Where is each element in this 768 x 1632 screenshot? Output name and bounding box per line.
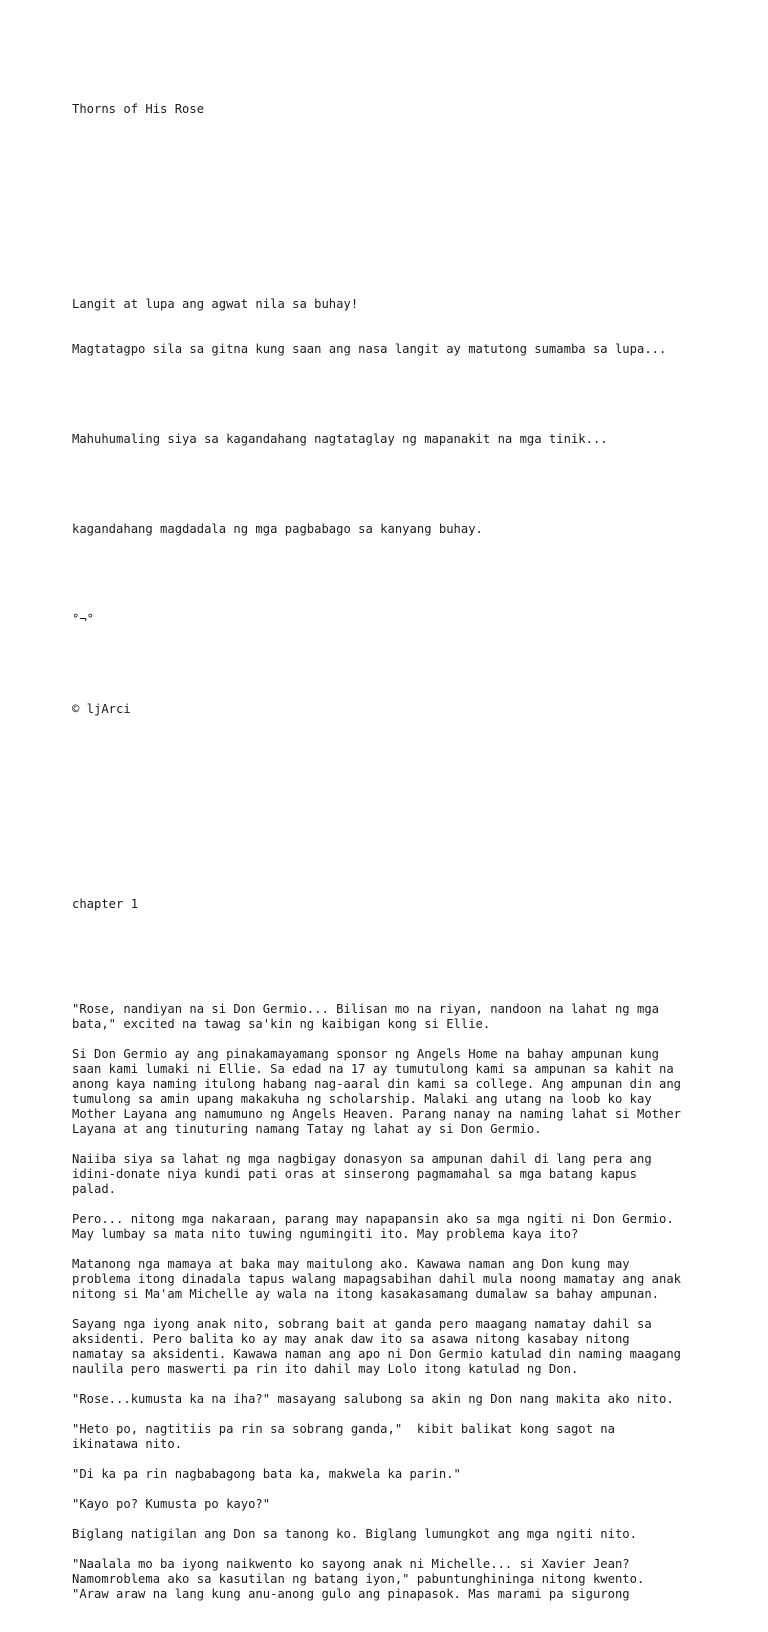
- blurb-line: Langit at lupa ang agwat nila sa buhay!: [72, 297, 359, 311]
- paragraph-line: Sayang nga iyong anak nito, sobrang bait at ganda pero maagang namatay dahil sa: [72, 1317, 652, 1331]
- paragraph-line: "Di ka pa rin nagbabagong bata ka, makwela ka parin.": [72, 1467, 461, 1481]
- spacer: [72, 1542, 712, 1557]
- paragraph: [72, 1257, 712, 1302]
- blurb-line: Magtatagpo sila sa gitna kung saan ang nasa langit ay matutong sumamba sa lupa...: [72, 342, 667, 356]
- spacer: [72, 1242, 712, 1257]
- spacer: [72, 1482, 712, 1497]
- paragraph-line: palad.: [72, 1182, 117, 1196]
- spacer: [72, 747, 712, 762]
- paragraph: [72, 1467, 712, 1482]
- paragraph: [72, 1557, 712, 1602]
- paragraph-line: "Araw araw na lang kung anu-anong gulo ang pinapasok. Mas marami pa sigurong: [72, 1587, 630, 1601]
- paragraph: [72, 1392, 712, 1407]
- spacer: [72, 147, 712, 162]
- spacer: [72, 1137, 712, 1152]
- paragraph-line: "Kayo po? Kumusta po kayo?": [72, 1497, 271, 1511]
- blurb-line: kagandahang magdadala ng mga pagbabago sa kanyang buhay.: [72, 522, 483, 536]
- paragraph-line: aksidenti. Pero balita ko ay may anak daw ito sa asawa nitong kasabay nitong: [72, 1332, 630, 1346]
- document-body: [72, 72, 712, 1632]
- spacer: [72, 1452, 712, 1467]
- spacer: [72, 387, 712, 402]
- paragraph: [72, 1422, 712, 1452]
- paragraph-line: Naiiba siya sa lahat ng mga nagbigay donasyon sa ampunan dahil di lang pera ang: [72, 1152, 652, 1166]
- paragraph-line: "Rose, nandiyan na si Don Germio... Bilisan mo na riyan, nandoon na lahat ng mga: [72, 1002, 659, 1016]
- paragraph-line: idini-donate niya kundi pati oras at sinserong pagmamahal sa mga batang kapus: [72, 1167, 637, 1181]
- paragraph-line: Biglang natigilan ang Don sa tanong ko. Biglang lumungkot ang mga ngiti nito.: [72, 1527, 637, 1541]
- paragraph: [72, 1497, 712, 1512]
- paragraph-line: ikinatawa nito.: [72, 1437, 183, 1451]
- paragraph-line: Namomroblema ako sa kasutilan ng batang iyon," pabuntunghininga nitong kwento.: [72, 1572, 645, 1586]
- spacer: [72, 1377, 712, 1392]
- paragraph: [72, 1527, 712, 1542]
- paragraph-line: tumulong sa amin upang makakuha ng scholarship. Malaki ang utang na loob ko kay: [72, 1092, 652, 1106]
- paragraph-line: Layana at ang tinuturing namang Tatay ng lahat ay si Don Germio.: [72, 1122, 542, 1136]
- document-title: Thorns of His Rose: [72, 102, 205, 116]
- paragraph-line: namatay sa aksidenti. Kawawa naman ang apo ni Don Germio katulad din naming maagang: [72, 1347, 682, 1361]
- paragraph-line: "Naalala mo ba iyong naikwento ko sayong anak ni Michelle... si Xavier Jean?: [72, 1557, 630, 1571]
- paragraph-line: nitong si Ma'am Michelle ay wala na itong kasakasamang dumalaw sa bahay ampunan.: [72, 1287, 659, 1301]
- paragraph-line: "Rose...kumusta ka na iha?" masayang salubong sa akin ng Don nang makita ako nito.: [72, 1392, 674, 1406]
- spacer: [72, 1032, 712, 1047]
- spacer: [72, 237, 712, 252]
- spacer: [72, 657, 712, 672]
- paragraph: [72, 1047, 712, 1137]
- copyright-line: © ljArci: [72, 702, 131, 716]
- paragraph-line: problema itong dinadala tapus walang mapagsabihan dahil mula noong mamatay ang anak: [72, 1272, 682, 1286]
- spacer: [72, 942, 712, 957]
- chapter-heading: chapter 1: [72, 897, 139, 911]
- paragraph-line: May lumbay sa mata nito tuwing ngumingiti ito. May problema kaya ito?: [72, 1227, 579, 1241]
- spacer: [72, 1197, 712, 1212]
- spacer: [72, 1407, 712, 1422]
- spacer: [72, 477, 712, 492]
- paragraph-line: naulila pero maswerti pa rin ito dahil may Lolo itong katulad ng Don.: [72, 1362, 579, 1376]
- paragraph-line: bata," excited na tawag sa'kin ng kaibigan kong si Ellie.: [72, 1017, 491, 1031]
- paragraph-line: saan kami lumaki ni Ellie. Sa edad na 17 ay tumutulong kami sa ampunan sa kahit na: [72, 1062, 674, 1076]
- paragraph-line: "Heto po, nagtitiis pa rin sa sobrang ganda," kibit balikat kong sagot na: [72, 1422, 615, 1436]
- blurb-line: Mahuhumaling siya sa kagandahang nagtataglay ng mapanakit na mga tinik...: [72, 432, 608, 446]
- spacer: [72, 792, 712, 807]
- chapter-text: [72, 1002, 712, 1602]
- spacer: [72, 1512, 712, 1527]
- paragraph: [72, 1152, 712, 1197]
- spacer: [72, 192, 712, 207]
- paragraph-line: Matanong nga mamaya at baka may maitulong ako. Kawawa naman ang Don kung may: [72, 1257, 630, 1271]
- spacer: [72, 837, 712, 852]
- spacer: [72, 567, 712, 582]
- paragraph: [72, 1317, 712, 1377]
- paragraph: [72, 1212, 712, 1242]
- paragraph-line: Pero... nitong mga nakaraan, parang may napapansin ako sa mga ngiti ni Don Germio.: [72, 1212, 674, 1226]
- paragraph-line: anong kaya naming itulong habang nag-aaral din kami sa college. Ang ampunan din ang: [72, 1077, 682, 1091]
- spacer: [72, 1302, 712, 1317]
- paragraph: [72, 1002, 712, 1032]
- blurb-symbol: °¬°: [72, 612, 95, 626]
- paragraph-line: Si Don Germio ay ang pinakamayamang sponsor ng Angels Home na bahay ampunan kung: [72, 1047, 659, 1061]
- paragraph-line: Mother Layana ang namumuno ng Angels Heaven. Parang nanay na naming lahat si Mother: [72, 1107, 682, 1121]
